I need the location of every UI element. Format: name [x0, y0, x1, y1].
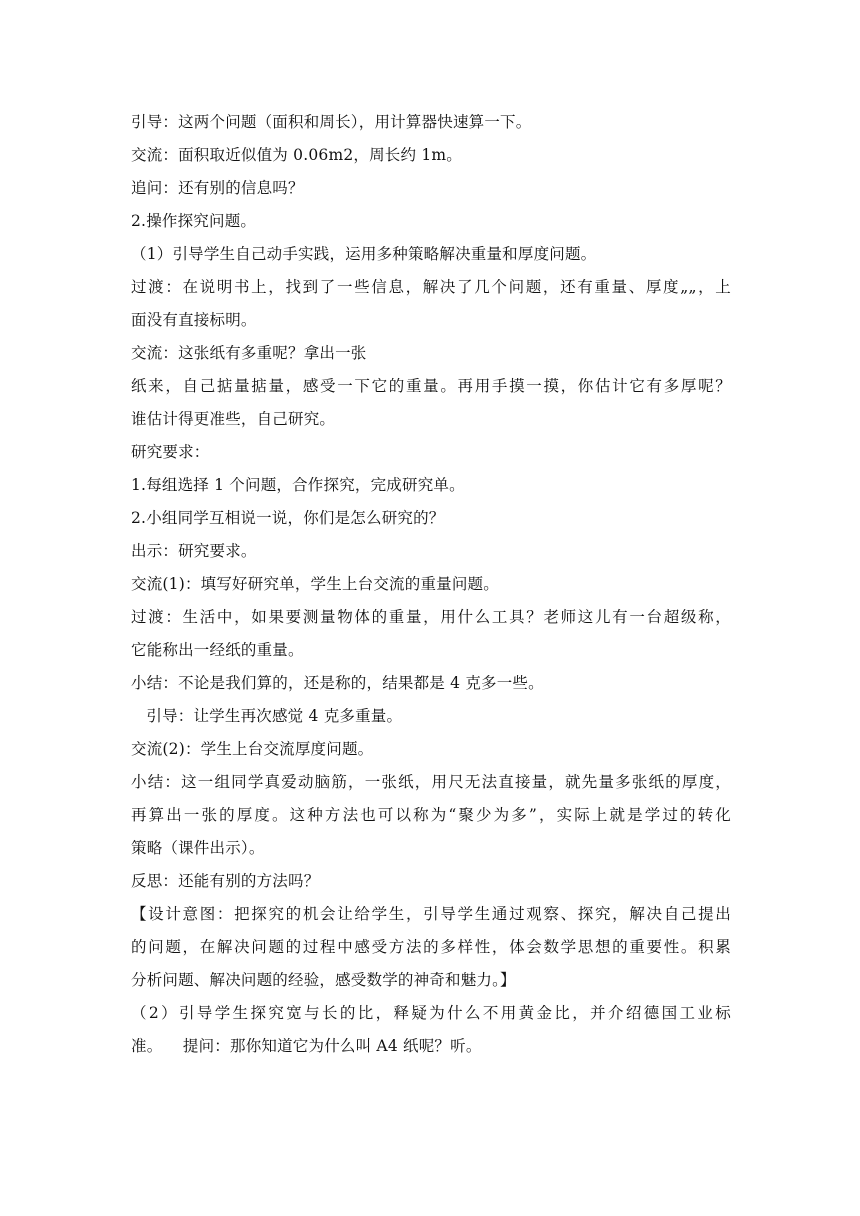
- text-line: 2.操作探究问题。: [131, 212, 257, 230]
- text-line: 研究要求：: [131, 443, 210, 461]
- text-line: 过渡：在说明书上，找到了一些信息，解决了几个问题，还有重量、厚度„„，上: [131, 278, 731, 296]
- text-line: 交流：这张纸有多重呢？拿出一张: [131, 344, 367, 362]
- text-line: 出示：研究要求。: [131, 542, 257, 560]
- text-line: 谁估计得更准些，自己研究。: [131, 410, 336, 428]
- text-line: 交流(2)：学生上台交流厚度问题。: [131, 740, 374, 758]
- text-line: 的问题，在解决问题的过程中感受方法的多样性，体会数学思想的重要性。积累: [131, 938, 731, 956]
- text-line: 它能称出一经纸的重量。: [131, 641, 304, 659]
- text-line: 纸来，自己掂量掂量，感受一下它的重量。再用手摸一摸，你估计它有多厚呢？: [131, 377, 731, 395]
- text-line: 2.小组同学互相说一说，你们是怎么研究的？: [131, 509, 445, 527]
- text-line: 1.每组选择 1 个问题，合作探究，完成研究单。: [131, 476, 465, 494]
- text-line: 反思：还能有别的方法吗？: [131, 872, 320, 890]
- text-line: 【设计意图：把探究的机会让给学生，引导学生通过观察、探究，解决自己提出: [131, 905, 731, 923]
- text-line: 过渡：生活中，如果要测量物体的重量，用什么工具？老师这儿有一台超级称，: [131, 608, 731, 626]
- text-line: 交流：面积取近似值为 0.06m2，周长约 1m。: [131, 146, 462, 164]
- text-line: 引导：让学生再次感觉 4 克多重量。: [131, 707, 403, 725]
- text-line: 面没有直接标明。: [131, 311, 257, 329]
- text-line: 追问：还有别的信息吗？: [131, 179, 304, 197]
- document-page: [131, 106, 731, 1063]
- text-line: 准。 提问：那你知道它为什么叫 A4 纸呢？听。: [131, 1037, 482, 1055]
- text-line: 交流(1)：填写好研究单，学生上台交流的重量问题。: [131, 575, 499, 593]
- text-line: （1）引导学生自己动手实践，运用多种策略解决重量和厚度问题。: [131, 245, 597, 263]
- text-line: （2）引导学生探究宽与长的比，释疑为什么不用黄金比，并介绍德国工业标: [131, 1004, 731, 1022]
- text-line: 策略（课件出示）。: [131, 839, 265, 857]
- text-line: 小结：这一组同学真爱动脑筋，一张纸，用尺无法直接量，就先量多张纸的厚度，: [131, 773, 731, 791]
- text-line: 引导：这两个问题（面积和周长），用计算器快速算一下。: [131, 113, 532, 131]
- text-line: 小结：不论是我们算的，还是称的，结果都是 4 克多一些。: [131, 674, 544, 692]
- text-line: 再算出一张的厚度。这种方法也可以称为“聚少为多”，实际上就是学过的转化: [131, 806, 731, 824]
- text-line: 分析问题、解决问题的经验，感受数学的神奇和魅力。】: [131, 971, 516, 989]
